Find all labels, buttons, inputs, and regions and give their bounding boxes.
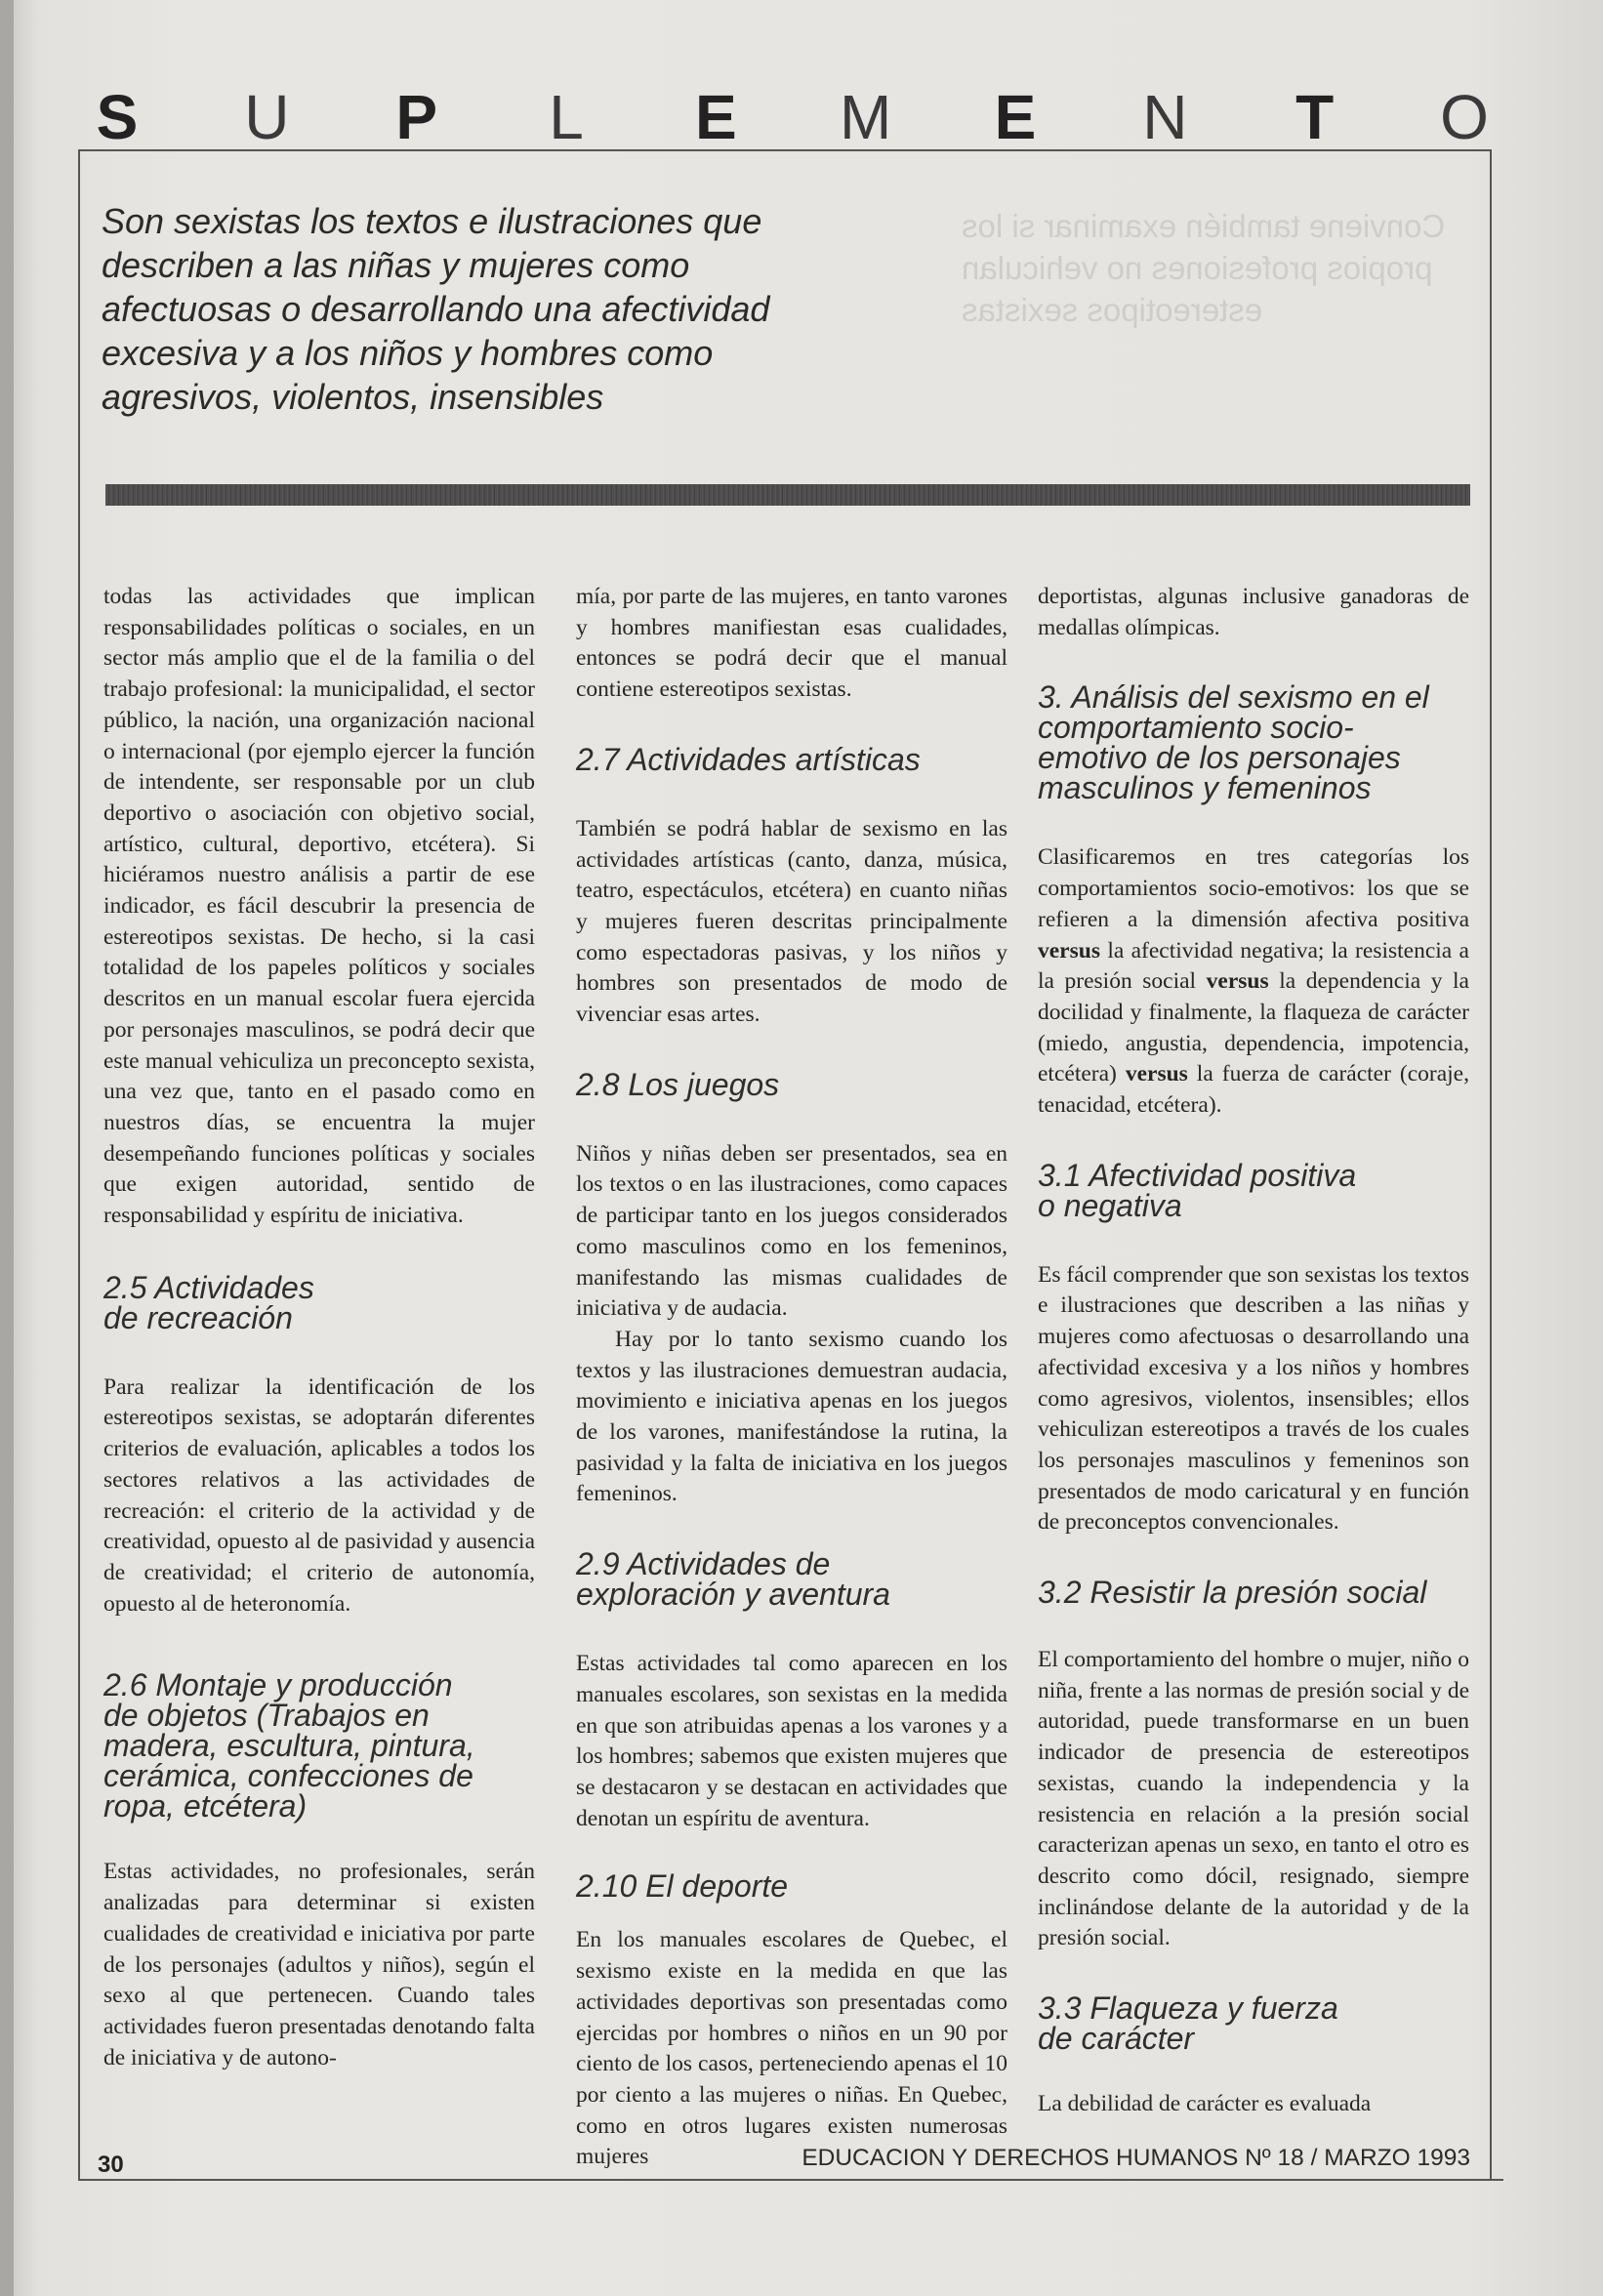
paragraph: Para realizar la identificación de los estereotipos sexistas, se adoptarán diferentes criterios de evaluación, aplicables a todos los sectores relativos a las actividades de recreación: el criterio de la actividad y de creatividad, opuesto al de pasividad y ausencia de creatividad; el criterio de autonomía, opuesto al de heteronomía. [103, 1374, 535, 1617]
heading-line: o negativa [1038, 1187, 1182, 1223]
section-heading-2-5 [103, 1269, 535, 1335]
section-heading-2-6 [103, 1667, 535, 1824]
text-run: Clasificaremos en tres categorías los comportamientos socio-emotivos: los que se refieren a la dimensión afectiva positiva [1038, 844, 1469, 932]
section-heading-2-8: 2.8 Los juegos [576, 1066, 780, 1102]
page-frame-bottom-rule [78, 2179, 1503, 2181]
section-heading-3-2: 3.2 Resistir la presión social [1038, 1575, 1427, 1611]
paragraph: El comportamiento del hombre o mujer, niño o niña, frente a las normas de presión social y de autoridad, puede transformarse en un buen indicador de presencia de estereotipos sexistas, cuando la independencia y la resistencia en relación a la presión social caracterizan apenas un sexo, en tanto el otro es descrito como dócil, resignado, siempre inclinándose delante de la autoridad y de la presión social. [1038, 1647, 1469, 1951]
heading-line: cerámica, confecciones de [103, 1758, 473, 1794]
header-letter: P [395, 82, 437, 152]
show-through-text: Conviene también examinar si los propios profesiones no vehiculan estereotipos sexistas [962, 208, 1446, 328]
text-column-3 [1038, 582, 1469, 2120]
header-letter: U [244, 82, 290, 152]
heading-line: exploración y aventura [576, 1577, 890, 1613]
paragraph: Hay por lo tanto sexismo cuando los textos y las ilustraciones demuestran audacia, movimiento e iniciativa apenas en los juegos de los varones, manifestándose la rutina, la pasividad y la falta de iniciativa en los juegos femeninos. [576, 1326, 1007, 1507]
header-letter: L [549, 82, 584, 152]
section-heading-2-9 [576, 1546, 1007, 1613]
section-header-suplemento [78, 78, 1503, 156]
text-run: la dependencia y la docilidad y finalmente, la flaqueza de carácter (miedo, angustia, dependencia, impotencia, etcétera) [1038, 968, 1469, 1087]
paragraph: También se podrá hablar de sexismo en las actividades artísticas (canto, danza, música, teatro, espectáculos, etcétera) en cuanto niñas y mujeres fueren descritas principalmente como espectadoras pasivas, y los niños y hombres son presentados de modo de vivenciar esas artes. [576, 815, 1007, 1028]
heading-line: 2.6 Montaje y producción [103, 1667, 453, 1703]
header-letter: M [839, 82, 892, 152]
header-letter: N [1142, 82, 1188, 152]
header-letter: O [1440, 82, 1489, 152]
heading-line: comportamiento socio- [1038, 710, 1354, 746]
heading-line: de recreación [103, 1299, 293, 1335]
text-column-2 [576, 582, 1007, 2173]
page-number: 30 [98, 2152, 124, 2178]
paragraph: mía, por parte de las mujeres, en tanto varones y hombres manifiestan esas cualidades, entonces se podrá decir que el manual contiene estereotipos sexistas. [576, 584, 1007, 703]
heading-line: de objetos (Trabajos en [103, 1698, 430, 1734]
page-spine-shadow [0, 0, 14, 2296]
paragraph: Es fácil comprender que son sexistas los textos e ilustraciones que describen a las niñas y mujeres como afectuosas o desarrollando una afectividad excesiva y a los niños y hombres como agresivos, violentos, insensibles; ellos vehiculizan estereotipos a través de los cuales los personajes masculinos y femeninos son presentados de modo caricatural y en función de preconceptos convencionales. [1038, 1261, 1469, 1536]
heading-line: 2.9 Actividades de [576, 1546, 831, 1582]
heading-line: emotivo de los personajes [1038, 740, 1401, 776]
header-letter: S [96, 82, 139, 152]
section-heading-2-10: 2.10 El deporte [576, 1868, 789, 1905]
section-heading-3-1 [1038, 1157, 1469, 1223]
paragraph: todas las actividades que implican responsabilidades políticas o sociales, en un sector más amplio que el de la familia o del trabajo profesional: la municipalidad, el sector público, la nación, una organización nacional o internacional (por ejemplo ejercer la función de intendente, ser responsable por un club deportivo o asociación con objetivo social, artístico, cultural, deportivo, etcétera). Si hiciéramos nuestro análisis a partir de ese indicador, es fácil descubrir la presencia de estereotipos sexistas. De hecho, si la casi totalidad de los papeles políticos y sociales descritos en un manual escolar fuera ejercida por personajes masculinos, se podrá decir que este manual vehiculiza un preconcepto sexista, una vez que, tanto en el pasado como en nuestros días, se encuentra la mujer desempeñando funciones políticas y sociales que exigen autoridad, sentido de responsabilidad y espíritu de iniciativa. [103, 584, 535, 1229]
section-heading-3-3 [1038, 1990, 1469, 2057]
text-column-1 [103, 582, 535, 2073]
heading-line: masculinos y femeninos [1038, 770, 1372, 806]
heading-line: madera, escultura, pintura, [103, 1728, 475, 1764]
paragraph: Estas actividades, no profesionales, serán analizadas para determinar si existen cualidades de creatividad e iniciativa por parte de los personajes (adultos y niños), según el sexo al que pertenecen. Cuando tales actividades fueron presentadas denotando falta de iniciativa y de autono- [103, 1859, 535, 2070]
section-heading-2-7: 2.7 Actividades artísticas [576, 741, 921, 777]
decorative-rule [105, 484, 1470, 506]
header-letter: E [694, 82, 737, 152]
paragraph: En los manuales escolares de Quebec, el sexismo existe en la medida en que las actividades deportivas son presentadas como ejercidas por hombres o niños en un 90 por ciento de los casos, perteneciendo apenas el 10 por ciento a las mujeres o niñas. En Quebec, como en otros lugares existen numerosas mujeres [576, 1927, 1007, 2170]
heading-line: de carácter [1038, 2021, 1195, 2057]
section-heading-3 [1038, 679, 1469, 806]
text-run: la afectividad negativa; la resistencia a la presión social [1038, 937, 1469, 995]
paragraph: La debilidad de carácter es evaluada [1038, 2091, 1372, 2117]
emphasis-versus: versus [1038, 937, 1100, 964]
heading-line: 3.3 Flaqueza y fuerza [1038, 1990, 1338, 2027]
heading-line: 2.5 Actividades [103, 1269, 314, 1305]
heading-line: 3. Análisis del sexismo en el [1038, 679, 1429, 716]
header-letter: E [994, 82, 1037, 152]
paragraph: Estas actividades tal como aparecen en los manuales escolares, son sexistas en la medida en que son atribuidas apenas a los varones y a los hombres; sabemos que existen mujeres que se destacaron y se destacan en actividades que denotan un espíritu de aventura. [576, 1651, 1007, 1831]
heading-line: 3.1 Afectividad positiva [1038, 1157, 1357, 1193]
header-letter: T [1295, 82, 1335, 152]
emphasis-versus: versus [1206, 968, 1269, 995]
emphasis-versus: versus [1125, 1061, 1188, 1087]
paragraph: deportistas, algunas inclusive ganadoras de medallas olímpicas. [1038, 584, 1469, 640]
pull-quote: Son sexistas los textos e ilustraciones que describen a las niñas y mujeres como afectuosas o desarrollando una afectividad excesiva y a los niños y hombres como agresivos, violentos, insensibles [102, 201, 770, 417]
paragraph: Niños y niñas deben ser presentados, sea en los textos o en las ilustraciones, como capaces de participar tanto en los juegos considerados como masculinos como en los femeninos, manifestando las mismas cualidades de iniciativa y de audacia. [576, 1140, 1007, 1322]
paragraph [1038, 842, 1469, 1121]
heading-line: ropa, etcétera) [103, 1788, 308, 1824]
publication-footer: EDUCACION Y DERECHOS HUMANOS Nº 18 / MARZO 1993 [802, 2145, 1470, 2171]
text-run: la fuerza de carácter (coraje, tenacidad, etcétera). [1038, 1061, 1469, 1119]
